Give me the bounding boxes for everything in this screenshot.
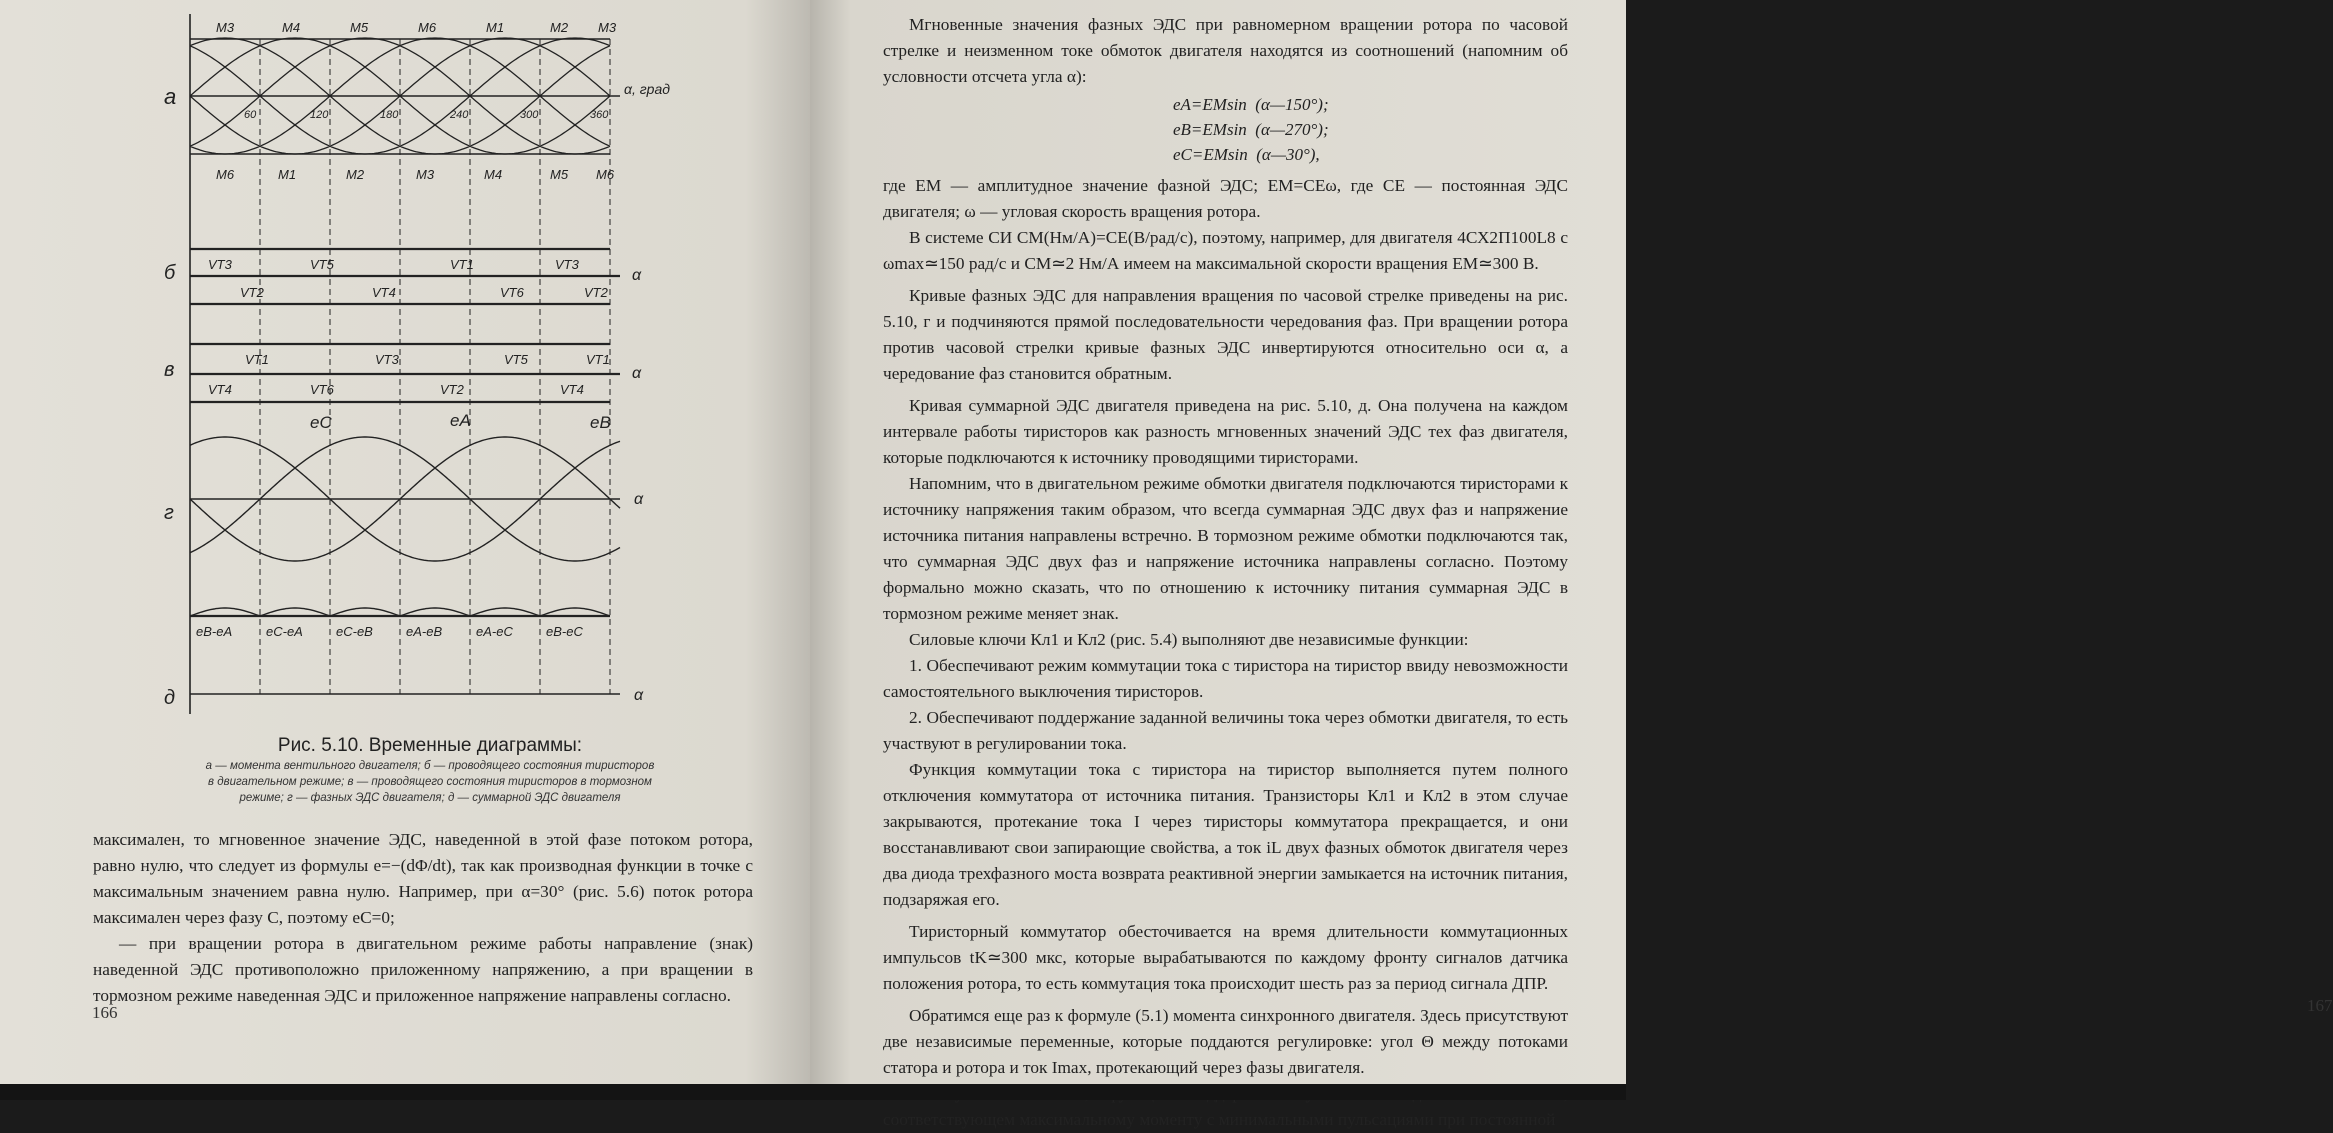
- panel-label-g: г: [164, 502, 174, 524]
- angle-label: 300: [520, 109, 539, 121]
- thyristor-label: VT5: [310, 257, 334, 272]
- moment-label-top: M2: [550, 20, 569, 35]
- thyristor-label: VT2: [584, 285, 608, 300]
- moment-label-top: M5: [350, 20, 369, 35]
- thyristor-label: VT6: [310, 382, 334, 397]
- paragraph: Мгновенные значения фазных ЭДС при равномерном вращении ротора по часовой стрелке и неизменном токе обмоток двигателя находятся из соотношений (напомним об условности отсчета угла α):: [883, 15, 1568, 86]
- thyristor-label: VT3: [208, 257, 232, 272]
- sum-emf-segment-label: eA-eB: [406, 624, 443, 639]
- thyristor-label: VT3: [555, 257, 579, 272]
- moment-label-top: M6: [418, 20, 437, 35]
- moment-label-bottom: M6: [596, 167, 615, 182]
- thyristor-label: VT4: [560, 382, 584, 397]
- paragraph: — при вращении ротора в двигательном режиме работы направление (знак) наведенной ЭДС противоположно приложенному напряжению, а при вращении в тормозном режиме наведенная ЭДС и приложенное напряжение направлены согласно.: [93, 934, 753, 1005]
- figure-caption: [120, 735, 740, 805]
- emf-curve-label: eC: [310, 413, 332, 432]
- left-page: [0, 0, 810, 1084]
- left-page-body: [93, 827, 753, 1009]
- right-page: [810, 0, 2333, 1129]
- thyristor-label: VT2: [440, 382, 464, 397]
- formula: eA=EMsin (α—150°);: [1173, 95, 1329, 114]
- moment-label-bottom: M4: [484, 167, 503, 182]
- formula: eC=EMsin (α—30°),: [1173, 145, 1320, 164]
- paragraph: 1. Обеспечивают режим коммутации тока с тиристора на тиристор ввиду невозможности самостоятельного выключения тиристоров.: [883, 656, 1568, 701]
- figure-caption-line: режиме; г — фазных ЭДС двигателя; д — суммарной ЭДС двигателя: [239, 792, 621, 804]
- paragraph: Обратимся еще раз к формуле (5.1) момента синхронного двигателя. Здесь присутствуют две независимые переменные, которые поддаются регулировке: угол Θ между потоками статора и ротора и ток Imax, протекающий через фазы двигателя.: [883, 1006, 1568, 1077]
- moment-label-bottom: M5: [550, 167, 569, 182]
- thyristor-label: VT1: [450, 257, 474, 272]
- sum-emf-segment-label: eC-eA: [266, 624, 303, 639]
- panel-label-b: б: [164, 262, 176, 284]
- timing-diagram-figure: [150, 14, 690, 734]
- figure-caption-line: а — момента вентильного двигателя; б — проводящего состояния тиристоров: [205, 760, 655, 772]
- panel-label-v: в: [164, 359, 175, 381]
- thyristor-label: VT3: [375, 352, 399, 367]
- sum-emf-segment-label: eB-eA: [196, 624, 233, 639]
- moment-label-bottom: M2: [346, 167, 365, 182]
- page-number-left: 166: [92, 1003, 118, 1022]
- moment-label-bottom: M1: [278, 167, 297, 182]
- axis-label-g: α: [634, 491, 644, 508]
- emf-formulas: [1173, 92, 1568, 167]
- thyristor-label: VT5: [504, 352, 528, 367]
- paragraph: Кривая суммарной ЭДС двигателя приведена на рис. 5.10, д. Она получена на каждом интервале работы тиристоров как разность мгновенных значений ЭДС тех фаз двигателя, которые подключаются к источнику проводящими тиристорами.: [883, 396, 1568, 467]
- paragraph: Тиристорный коммутатор обесточивается на время длительности коммутационных импульсов tK≃300 мкс, которые вырабатываются по каждому фронту сигналов датчика положения ротора, то есть коммутация тока происходит шесть раз за период сигнала ДПР.: [883, 922, 1568, 993]
- thyristor-label: VT1: [245, 352, 269, 367]
- sum-emf-segment-label: eA-eC: [476, 624, 513, 639]
- figure-caption-title: Рис. 5.10. Временные диаграммы:: [277, 735, 583, 756]
- axis-label-v: α: [632, 365, 642, 382]
- angle-label: 360: [590, 109, 609, 121]
- paragraph: 2. Обеспечивают поддержание заданной величины тока через обмотки двигателя, то есть участвуют в регулировании тока.: [883, 708, 1568, 753]
- paragraph: В системе СИ CM(Нм/А)=CE(В/рад/с), поэтому, например, для двигателя 4СХ2П100L8 с ωmax≃150 рад/с и CM≃2 Нм/А имеем на максимальной скорости вращения EM≃300 В.: [883, 228, 1568, 273]
- panel-label-a: а: [164, 84, 177, 109]
- right-page-body: [883, 12, 1568, 1133]
- paragraph: Силовые ключи Кл1 и Кл2 (рис. 5.4) выполняют две независимые функции:: [909, 630, 1469, 649]
- paragraph: Функция коммутации тока с тиристора на тиристор выполняется путем полного отключения коммутатора от источника питания. Транзисторы Кл1 и Кл2 в этом случае закрываются, протекание тока I через тиристоры коммутатора прекращается, и они восстанавливают свои запирающие свойства, а ток iL двух фазных обмоток двигателя через два диода трехфазного моста возврата реактивной энергии замыкается на источник питания, подзаряжая его.: [883, 760, 1568, 909]
- thyristor-label: VT1: [586, 352, 610, 367]
- moment-label-bottom: M3: [416, 167, 435, 182]
- figure-caption-line: в двигательном режиме; в — проводящего состояния тиристоров в тормозном: [208, 776, 652, 788]
- angle-label: 240: [450, 109, 469, 121]
- angle-label: 60: [244, 109, 257, 121]
- panel-label-d: д: [164, 687, 176, 709]
- paragraph: где EM — амплитудное значение фазной ЭДС; EM=CEω, где CE — постоянная ЭДС двигателя; ω — угловая скорость вращения ротора.: [883, 176, 1568, 221]
- page-number-right: 167: [2307, 996, 2333, 1015]
- sum-emf-segment-label: eB-eC: [546, 624, 583, 639]
- emf-curve-label: eB: [590, 413, 611, 432]
- thyristor-label: VT4: [372, 285, 396, 300]
- paragraph: соответствующем максимальному моменту с минимальными пульсациями при постоянной: [883, 1110, 1556, 1129]
- sum-emf-segment-label: eC-eB: [336, 624, 373, 639]
- moment-label-top: M3: [598, 20, 617, 35]
- emf-curve-label: eA: [450, 411, 471, 430]
- angle-label: 180: [380, 109, 399, 121]
- axis-label-d: α: [634, 687, 644, 704]
- axis-label-b: α: [632, 267, 642, 284]
- paragraph: Кривые фазных ЭДС для направления вращения по часовой стрелке приведены на рис. 5.10, г и подчиняются прямой последовательности чередования фаз. При вращении ротора против часовой стрелки кривые фазных ЭДС инвертируются относительно оси α, а чередование фаз становится обратным.: [883, 286, 1568, 383]
- moment-label-top: M4: [282, 20, 301, 35]
- axis-label-a: α, град: [624, 81, 670, 97]
- thyristor-label: VT4: [208, 382, 232, 397]
- scan-bottom-edge: [0, 1084, 1626, 1100]
- formula: eB=EMsin (α—270°);: [1173, 120, 1329, 139]
- angle-label: 120: [310, 109, 329, 121]
- thyristor-label: VT2: [240, 285, 264, 300]
- paragraph: максимален, то мгновенное значение ЭДС, наведенной в этой фазе потоком ротора, равно нулю, что следует из формулы e=−(dΦ/dt), так как производная функции в точке с максимальным значением равна нулю. Например, при α=30° (рис. 5.6) поток ротора максимален через фазу C, поэтому eC=0;: [93, 830, 753, 927]
- thyristor-label: VT6: [500, 285, 524, 300]
- paragraph: Напомним, что в двигательном режиме обмотки двигателя подключаются тиристорами к источнику напряжения таким образом, что всегда суммарная ЭДС двух фаз и напряжение источника питания направлены встречно. В тормозном режиме обмотки подключаются так, что суммарная ЭДС двух фаз и напряжение источника направлены согласно. Поэтому формально можно сказать, что по отношению к источнику питания суммарная ЭДС в тормозном режиме меняет знак.: [883, 474, 1568, 623]
- moment-label-top: M3: [216, 20, 235, 35]
- moment-label-top: M1: [486, 20, 505, 35]
- moment-label-bottom: M6: [216, 167, 235, 182]
